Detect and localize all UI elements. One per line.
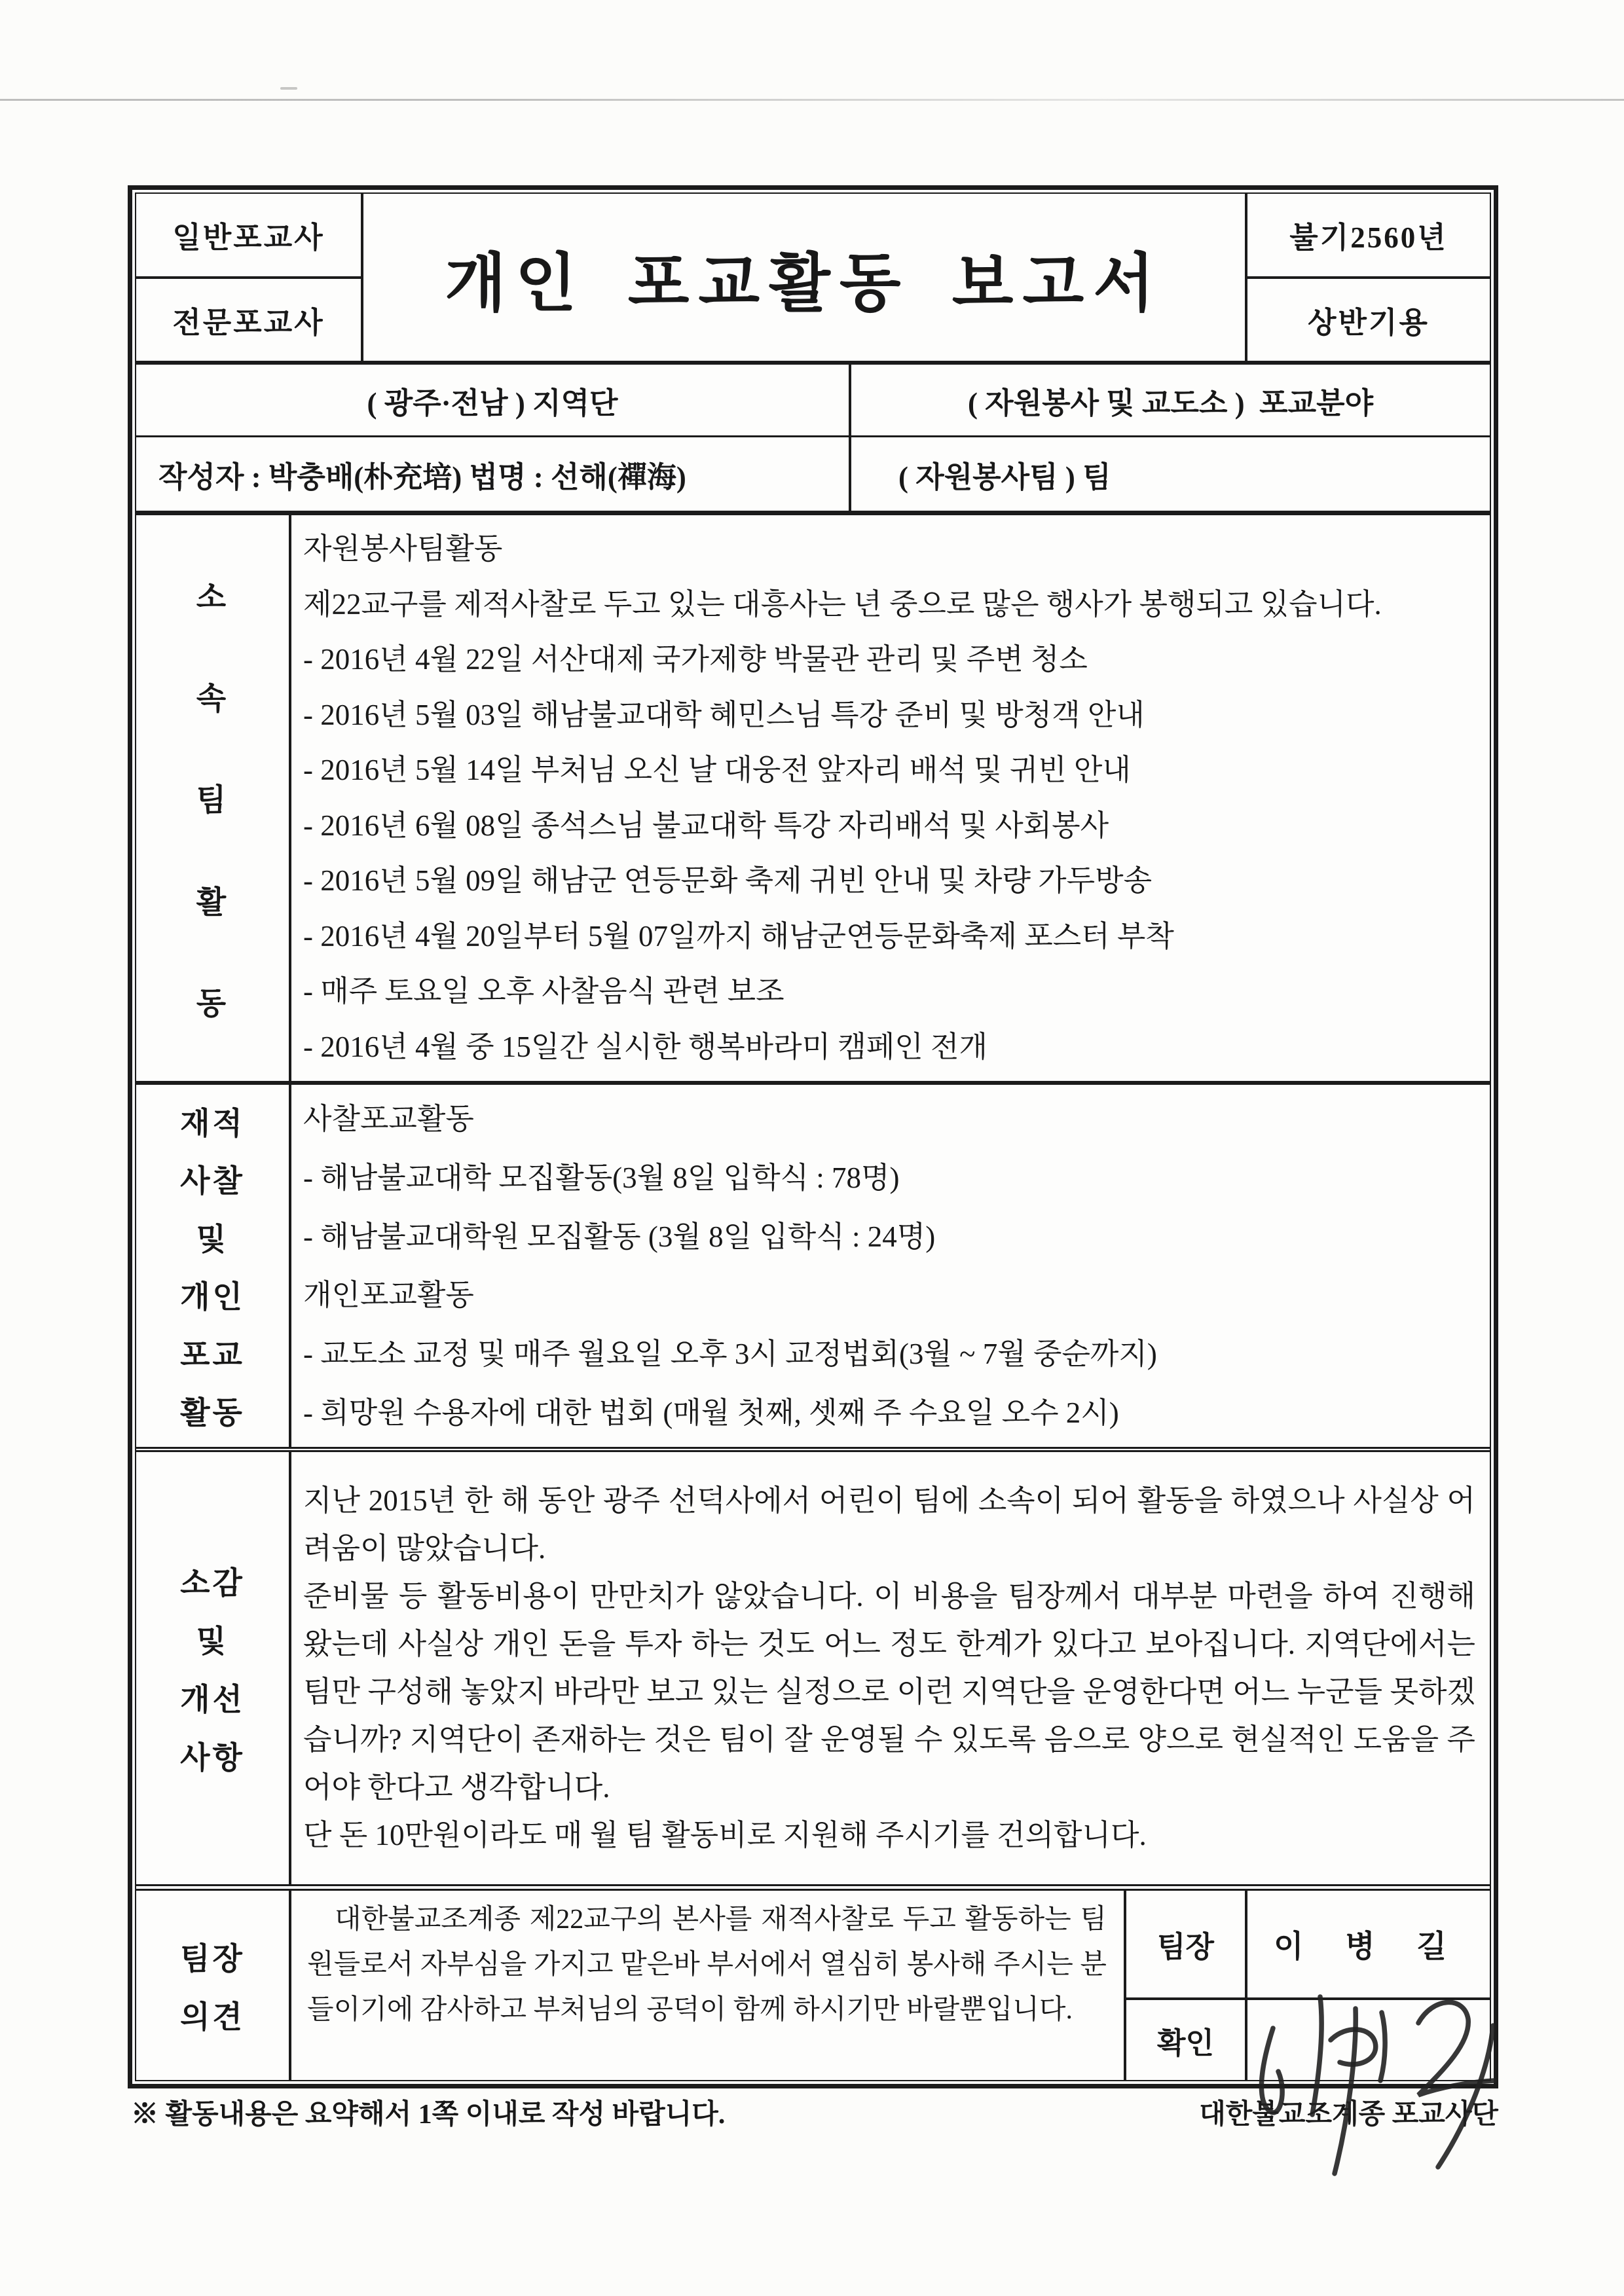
text-line: - 교도소 교정 및 매주 월요일 오후 3시 교정법회(3월 ~ 7월 중순까지) [303,1338,1157,1371]
text-line: - 2016년 5월 09일 해남군 연등문화 축제 귀빈 안내 및 차량 가두방송 [303,864,1153,898]
text-line: - 2016년 6월 08일 종석스님 불교대학 특강 자리배석 및 사회봉사 [303,809,1109,842]
text-line: - 해남불교대학 모집활동(3월 8일 입학식 : 78명) [303,1161,900,1194]
report-table [128,185,1498,2088]
report-table-inner [135,192,1491,2081]
year-period-column [1247,194,1490,361]
label-char: 사찰 [180,1165,245,1199]
signature-stroke [1261,2028,1282,2113]
paragraph: 단 돈 10만원이라도 매 월 팀 활동비로 지원해 주시기를 건의합니다. [303,1819,1147,1851]
label-char: 소감 [180,1567,245,1601]
text-line: - 2016년 4월 중 15일간 실시한 행복바라미 캠페인 전개 [303,1030,987,1063]
label-char: 의견 [180,2000,245,2035]
signature-handwritten [1243,1982,1531,2179]
footer-note: ※ 활동내용은 요약해서 1쪽 이내로 작성 바랍니다. [131,2100,726,2130]
text-line: - 2016년 5월 03일 해남불교대학 혜민스님 특강 준비 및 방청객 안내 [303,698,1145,731]
mission-field-cell: ( 자원봉사 및 교도소 ) 포교분야 [967,386,1374,420]
text-line: - 해남불교대학원 모집활동 (3월 8일 입학식 : 24명) [303,1220,936,1253]
author-cell: 작성자 : 박충배(朴充培) 법명 : 선해(禪海) [136,437,851,511]
signature-stroke [1438,2026,1493,2167]
text-line: 제22교구를 제적사찰로 두고 있는 대흥사는 년 중으로 많은 행사가 봉행되고 있습니다. [303,587,1382,621]
label-char: 및 [196,1222,229,1257]
leader-opinion-text: 대한불교조계종 제22교구의 본사를 재적사찰로 두고 활동하는 팀원들로서 자부심을 가지고 맡은바 부서에서 열심히 봉사해 주시는 분들이기에 감사하고 부처님의 공덕이 함께 하시기만 바랄뿐입니다. [291,1891,1126,2080]
section-label-leader-opinion [136,1891,291,2080]
label-char: 동 [196,987,229,1021]
signature-stroke [1380,2013,1385,2081]
text-line: 개인포교활동 [303,1279,474,1312]
confirm-label: 확인 [1126,2000,1247,2080]
buddhist-year-cell: 불기2560년 [1247,194,1490,279]
text-line: - 매주 토요일 오후 사찰음식 관련 보조 [303,975,784,1008]
scan-artifact-top-line [0,99,1624,101]
label-char: 활 [196,885,229,920]
label-char: 개인 [180,1281,245,1315]
section-body-review [291,1452,1490,1884]
label-char: 팀장 [180,1942,245,1977]
region-cell: ( 광주·전남 ) 지역단 [136,365,851,435]
section-label-team-activities [136,515,291,1081]
label-char: 활동 [180,1396,245,1431]
certifier-type-column [136,194,363,361]
period-cell: 상반기용 [1308,306,1430,339]
label-char: 팀 [196,784,229,818]
section-team-activities [136,515,1490,1085]
signature-stroke [1312,1997,1321,2115]
section-body-team-activities [291,515,1490,1081]
paragraph: 준비물 등 활동비용이 만만치가 않았습니다. 이 비용을 팀장께서 대부분 마련을 하여 진행해 왔는데 사실상 개인 돈을 투자 하는 것도 어느 정도 한계가 있다고 보아집니다. 지역단에서는 팀만 구성해 놓았지 바라만 보고 있는 실정으로 이런 지역단을 운영한다면 어느 누군들 못하겠습니까? 지역단이 존재하는 것은 팀이 잘 운영될 수 있도록 음으로 양으로 현실적인 도움을 주어야 한다고 생각합니다. [303,1580,1483,1804]
header-block [136,194,1490,365]
footer-organization: 대한불교조계종 포교사단 [1199,2100,1498,2130]
text-line: - 2016년 5월 14일 부처님 오신 날 대웅전 앞자리 배석 및 귀빈 안내 [303,754,1131,787]
section-body-temple-personal [291,1085,1490,1447]
text-line: 사찰포교활동 [303,1102,474,1135]
label-char: 사항 [180,1741,245,1776]
leader-name: 이 병 길 [1274,1930,1464,1964]
certifier-type-general-cell: 일반포교사 [136,194,361,279]
section-label-review [136,1452,291,1884]
label-char: 개선 [180,1683,245,1717]
section-label-temple-personal [136,1085,291,1447]
certifier-type-professional-cell: 전문포교사 [172,306,325,339]
paragraph: 지난 2015년 한 해 동안 광주 선덕사에서 어린이 팀에 소속이 되어 활동을 하였으나 사실상 어려움이 많았습니다. [303,1484,1475,1565]
region-field-row [136,365,1490,437]
leader-label: 팀장 [1126,1891,1247,1997]
text-line: 자원봉사팀활동 [303,532,503,566]
text-line: - 2016년 4월 20일부터 5월 07일까지 해남군연등문화축제 포스터 부착 [303,919,1174,953]
team-cell: ( 자원봉사팀 ) 팀 [898,460,1111,494]
label-char: 소 [196,581,229,615]
document-title: 개인 포교활동 보고서 [363,194,1247,361]
label-char: 속 [196,682,229,717]
text-line: - 2016년 4월 22일 서산대제 국가제향 박물관 관리 및 주변 청소 [303,643,1088,676]
author-team-row [136,437,1490,515]
scan-artifact-dash [280,87,297,90]
section-temple-personal [136,1085,1490,1452]
label-char: 및 [196,1625,229,1659]
label-char: 재적 [180,1106,245,1141]
label-char: 포교 [180,1338,245,1373]
section-review [136,1452,1490,1891]
text-line: - 희망원 수용자에 대한 법회 (매월 첫째, 셋째 주 수요일 오수 2시) [303,1396,1119,1430]
